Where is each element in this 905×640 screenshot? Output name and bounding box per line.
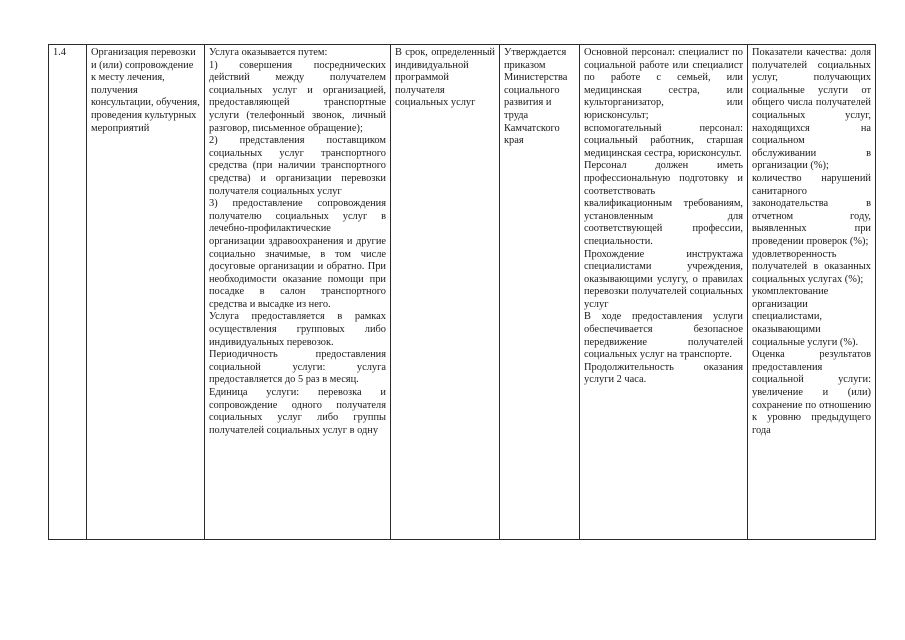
service-description-cell: [205, 45, 391, 540]
quality-paragraph: удовлетворенность получателей в оказанных социальных услугах (%);: [752, 248, 871, 285]
description-paragraph: Услуга оказывается путем:: [209, 47, 328, 58]
quality-paragraph: Показатели качества: доля получателей социальных услуг, получающих социальные услуги от общего числа получателей социальных услуг, находящихся на социальном обслуживании в организации (%);: [752, 47, 871, 172]
description-paragraph: 3) предоставление сопровождения получателю социальных услуг в лечебно-профилактические организации здравоохранения и другие социально значимые, в том числе досуговые организации и обратно. При необходимости оказание помощи при посадке в салон транспортного средства и высадке из него.: [209, 198, 386, 310]
service-name: Организация перевозки и (или) сопровождение к месту лечения, получения консультации, обучения, проведения культурных мероприятий: [91, 47, 200, 134]
conditions-paragraph: Персонал должен иметь профессиональную подготовку и соответствовать квалификационным требованиям, установленным для соответствующей профессии, специальности.: [584, 160, 743, 247]
description-paragraph: Периодичность предоставления социальной услуги: услуга предоставляется до 5 раз в месяц.: [209, 349, 386, 386]
service-name-cell: [87, 45, 205, 540]
service-term: В срок, определенный индивидуальной программой получателя социальных услуг: [395, 47, 495, 109]
description-paragraph: 2) представления поставщиком социальных услуг транспортного средства (при наличии транспортного средства) и организации перевозки получателя социальных услуг: [209, 135, 386, 197]
quality-indicators-cell: [748, 45, 876, 540]
row-number: 1.4: [53, 47, 66, 58]
description-paragraph: Услуга предоставляется в рамках осуществления групповых либо индивидуальных перевозок.: [209, 311, 386, 348]
quality-paragraph: Оценка результатов предоставления социальной услуги: увеличение и (или) сохранение по отношению к уровню предыдущего года: [752, 349, 871, 436]
conditions-cell: [580, 45, 748, 540]
description-paragraph: 1) совершения посреднических действий между получателем социальных услуг и организацией, предоставляющей транспортные услуги (телефонный звонок, личный разговор, письменное обращение);: [209, 59, 386, 134]
services-table: [48, 44, 876, 540]
conditions-paragraph: Прохождение инструктажа специалистами учреждения, оказывающими услугу, о правилах перевозки получателей социальных услуг: [584, 248, 743, 310]
quality-paragraph: укомплектование организации специалистами, оказывающими социальные услуги (%).: [752, 286, 859, 348]
conditions-paragraph: В ходе предоставления услуги обеспечивается безопасное передвижение получателей социальных услуг на транспорте.: [584, 311, 743, 361]
service-term-cell: [391, 45, 500, 540]
quality-paragraph: количество нарушений санитарного законодательства в отчетном году, выявленных при проведении проверок (%);: [752, 172, 871, 247]
conditions-paragraph: Основной персонал: специалист по социальной работе или специалист по работе с семьей, или медицинская сестра, или культорганизатор, или юрисконсульт;: [584, 47, 743, 121]
conditions-paragraph: Продолжительность оказания услуги 2 часа.: [584, 361, 743, 386]
description-paragraph: Единица услуги: перевозка и сопровождение одного получателя социальных услуг либо группы получателей социальных услуг в одну: [209, 387, 386, 436]
table-row: [49, 45, 876, 540]
conditions-paragraph: вспомогательный персонал: социальный работник, старшая медицинская сестра, юрисконсульт.: [584, 122, 743, 159]
row-number-cell: [49, 45, 87, 540]
tariff-cell: [500, 45, 580, 540]
tariff-text: Утверждается приказом Министерства социального развития и труда Камчатского края: [504, 47, 568, 147]
